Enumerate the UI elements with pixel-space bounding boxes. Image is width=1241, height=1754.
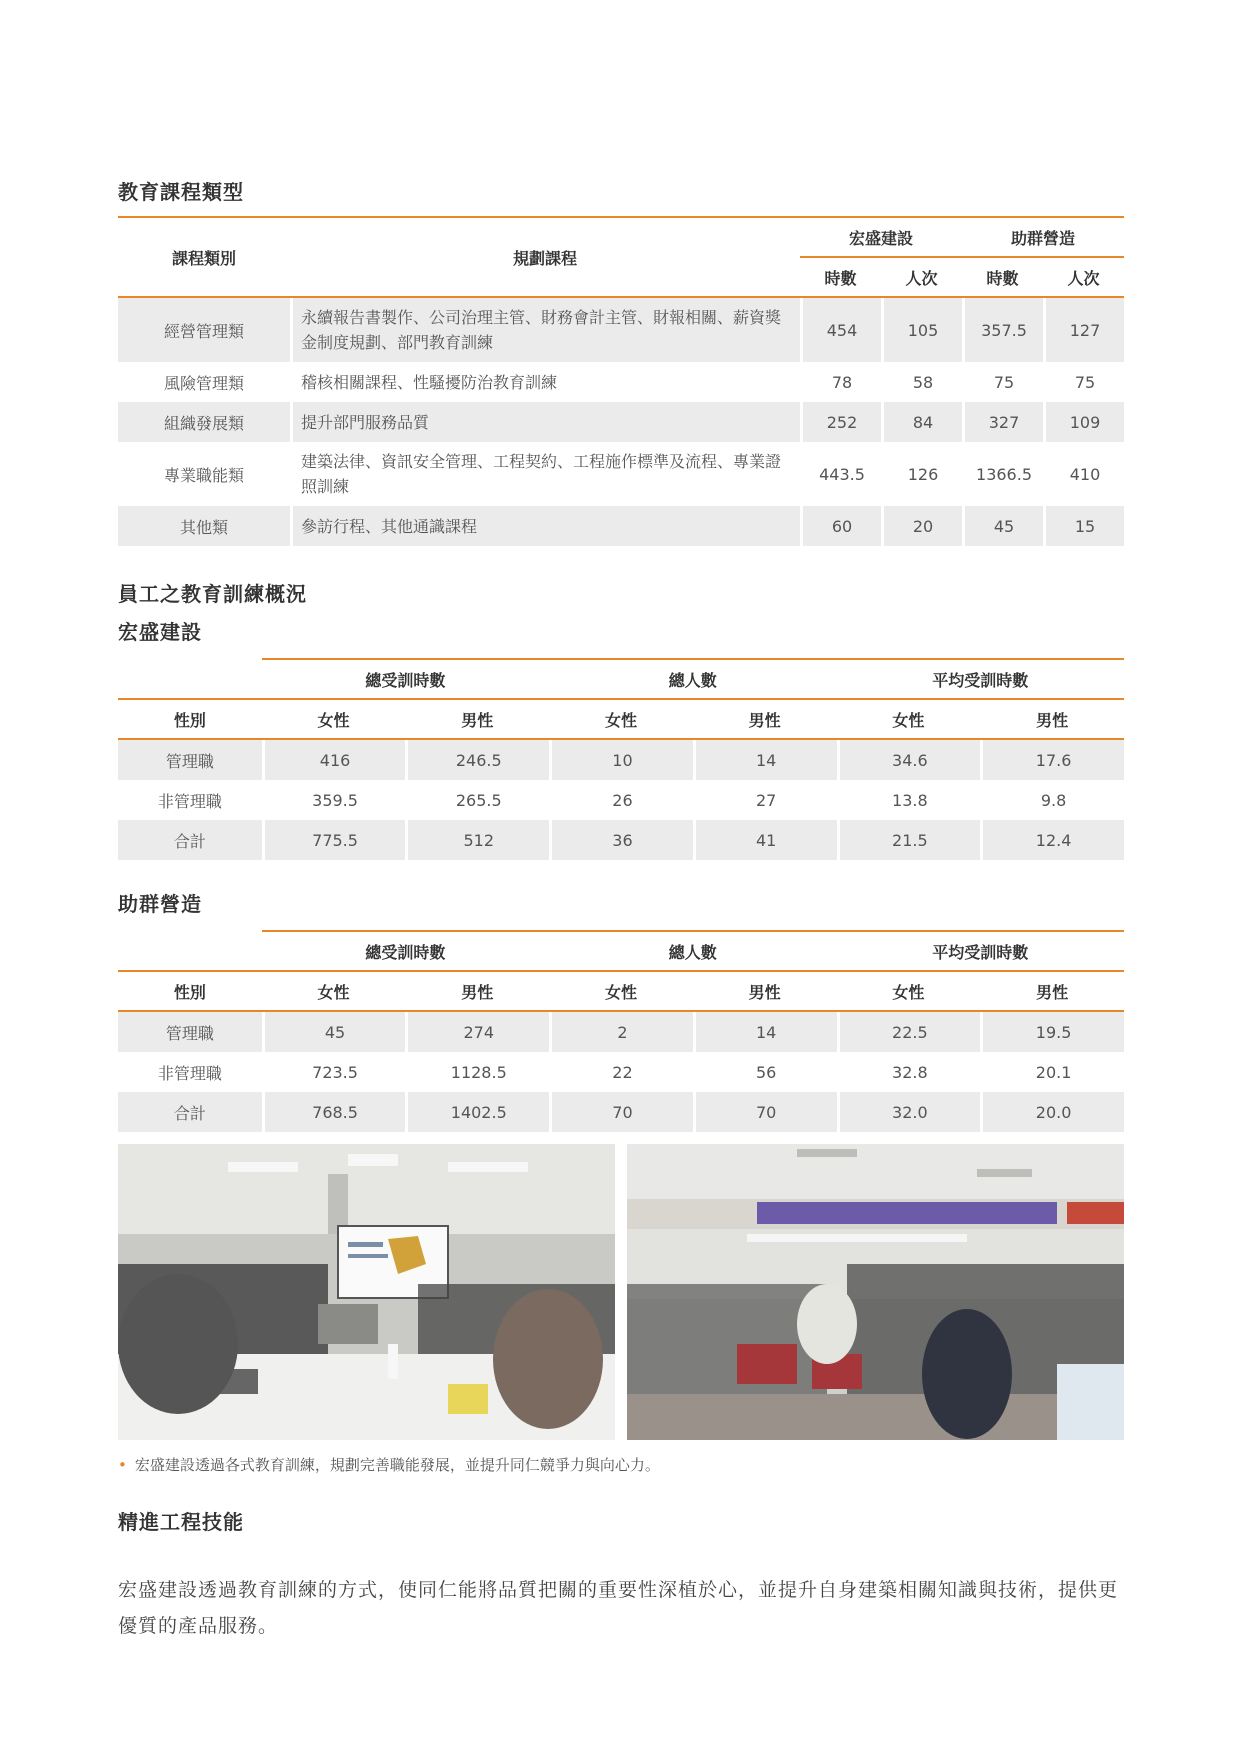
table-row (118, 820, 1124, 860)
value-cell: 45 (262, 1012, 406, 1052)
header-male: 男性 (405, 700, 549, 740)
training-photo-classroom (118, 1144, 615, 1440)
value-cell: 75 (1043, 362, 1124, 402)
value-cell: 443.5 (800, 442, 881, 506)
value-cell: 1366.5 (962, 442, 1043, 506)
company-b-title: 助群營造 (118, 892, 202, 916)
header-total-hours: 總受訓時數 (262, 930, 549, 972)
table-row (118, 740, 1124, 780)
category-cell: 組織發展類 (118, 402, 290, 442)
header-company-b: 助群營造 (962, 216, 1124, 258)
category-cell: 專業職能類 (163, 465, 244, 485)
table-row (118, 1092, 1124, 1132)
header-b-people: 人次 (1043, 258, 1124, 298)
row-label: 非管理職 (157, 791, 222, 811)
value-cell: 15 (1043, 506, 1124, 546)
header-female: 女性 (837, 700, 981, 740)
value-cell: 84 (881, 402, 962, 442)
header-male: 男性 (980, 972, 1124, 1012)
training-table-company-b (118, 930, 1124, 1132)
value-cell: 327 (962, 402, 1043, 442)
value-cell: 768.5 (262, 1092, 406, 1132)
header-total-people: 總人數 (549, 930, 836, 972)
header-a-people: 人次 (881, 258, 962, 298)
courses-cell: 參訪行程、其他通識課程 (290, 506, 800, 546)
value-cell: 1402.5 (405, 1092, 549, 1132)
courses-cell: 建築法律、資訊安全管理、工程契約、工程施作標準及流程、專業證照訓練 (290, 442, 800, 506)
section-title-course-types: 教育課程類型 (118, 180, 244, 204)
value-cell: 32.0 (837, 1092, 981, 1132)
value-cell: 105 (881, 298, 962, 362)
header-female: 女性 (549, 700, 693, 740)
value-cell: 32.8 (837, 1052, 981, 1092)
table-row (118, 298, 1124, 362)
value-cell: 22 (549, 1052, 693, 1092)
header-a-hours: 時數 (800, 258, 881, 298)
value-cell: 78 (800, 362, 881, 402)
value-cell: 265.5 (405, 780, 549, 820)
value-cell: 70 (693, 1092, 837, 1132)
caption-text: 宏盛建設透過各式教育訓練，規劃完善職能發展，並提升同仁競爭力與向心力。 (134, 1456, 660, 1474)
courses-cell: 永續報告書製作、公司治理主管、財務會計主管、財報相關、薪資獎金制度規劃、部門教育訓練 (290, 298, 800, 362)
header-gender: 性別 (118, 700, 262, 740)
header-male: 男性 (693, 700, 837, 740)
bullet-icon: • (118, 1456, 127, 1474)
header-avg-hours: 平均受訓時數 (837, 658, 1124, 700)
table-row (118, 362, 1124, 402)
value-cell: 12.4 (980, 820, 1124, 860)
value-cell: 27 (693, 780, 837, 820)
row-label: 合計 (118, 1092, 262, 1132)
header-company-a: 宏盛建設 (800, 216, 962, 258)
header-female: 女性 (262, 700, 406, 740)
course-type-table (118, 216, 1124, 546)
value-cell: 126 (881, 442, 962, 506)
row-label: 非管理職 (157, 1063, 222, 1083)
value-cell: 246.5 (405, 740, 549, 780)
value-cell: 56 (693, 1052, 837, 1092)
header-category: 課程類別 (118, 216, 290, 298)
table-row (118, 1012, 1124, 1052)
header-male: 男性 (693, 972, 837, 1012)
value-cell: 357.5 (962, 298, 1043, 362)
body-paragraph: 宏盛建設透過教育訓練的方式，使同仁能將品質把關的重要性深植於心，並提升自身建築相關知識與技術，提供更優質的產品服務。 (118, 1579, 1119, 1637)
table-row (118, 442, 1124, 506)
value-cell: 20.0 (980, 1092, 1124, 1132)
header-b-hours: 時數 (962, 258, 1043, 298)
value-cell: 45 (962, 506, 1043, 546)
value-cell: 20 (881, 506, 962, 546)
table-row (118, 402, 1124, 442)
category-cell: 其他類 (118, 506, 290, 546)
header-female: 女性 (262, 972, 406, 1012)
value-cell: 58 (881, 362, 962, 402)
value-cell: 34.6 (837, 740, 981, 780)
header-total-people: 總人數 (549, 658, 836, 700)
value-cell: 20.1 (980, 1052, 1124, 1092)
photo-caption (118, 1454, 660, 1475)
training-table-company-a (118, 658, 1124, 860)
value-cell: 41 (693, 820, 837, 860)
section-title-training-overview: 員工之教育訓練概況 (118, 582, 307, 606)
value-cell: 70 (549, 1092, 693, 1132)
value-cell: 9.8 (980, 780, 1124, 820)
value-cell: 22.5 (837, 1012, 981, 1052)
value-cell: 109 (1043, 402, 1124, 442)
value-cell: 416 (262, 740, 406, 780)
value-cell: 75 (962, 362, 1043, 402)
value-cell: 2 (549, 1012, 693, 1052)
value-cell: 723.5 (262, 1052, 406, 1092)
section-title-engineering-skills: 精進工程技能 (118, 1510, 244, 1534)
value-cell: 60 (800, 506, 881, 546)
value-cell: 21.5 (837, 820, 981, 860)
header-female: 女性 (837, 972, 981, 1012)
courses-cell: 提升部門服務品質 (290, 402, 800, 442)
table-row (118, 1052, 1124, 1092)
value-cell: 13.8 (837, 780, 981, 820)
value-cell: 775.5 (262, 820, 406, 860)
header-female: 女性 (549, 972, 693, 1012)
value-cell: 36 (549, 820, 693, 860)
value-cell: 410 (1043, 442, 1124, 506)
value-cell: 1128.5 (405, 1052, 549, 1092)
header-avg-hours: 平均受訓時數 (837, 930, 1124, 972)
category-cell: 風險管理類 (163, 373, 244, 393)
value-cell: 512 (405, 820, 549, 860)
value-cell: 274 (405, 1012, 549, 1052)
value-cell: 454 (800, 298, 881, 362)
training-photo-meeting-hall (627, 1144, 1124, 1440)
value-cell: 252 (800, 402, 881, 442)
value-cell: 10 (549, 740, 693, 780)
value-cell: 14 (693, 1012, 837, 1052)
row-label: 管理職 (118, 1012, 262, 1052)
row-label: 管理職 (118, 740, 262, 780)
table-row (118, 780, 1124, 820)
value-cell: 26 (549, 780, 693, 820)
header-gender: 性別 (118, 972, 262, 1012)
value-cell: 14 (693, 740, 837, 780)
company-a-title: 宏盛建設 (118, 620, 202, 644)
value-cell: 17.6 (980, 740, 1124, 780)
header-male: 男性 (980, 700, 1124, 740)
table-row (118, 506, 1124, 546)
header-total-hours: 總受訓時數 (262, 658, 549, 700)
category-cell: 經營管理類 (118, 298, 290, 362)
value-cell: 19.5 (980, 1012, 1124, 1052)
header-male: 男性 (405, 972, 549, 1012)
row-label: 合計 (118, 820, 262, 860)
courses-cell: 稽核相關課程、性騷擾防治教育訓練 (290, 362, 800, 402)
value-cell: 359.5 (262, 780, 406, 820)
value-cell: 127 (1043, 298, 1124, 362)
header-course: 規劃課程 (290, 216, 800, 298)
